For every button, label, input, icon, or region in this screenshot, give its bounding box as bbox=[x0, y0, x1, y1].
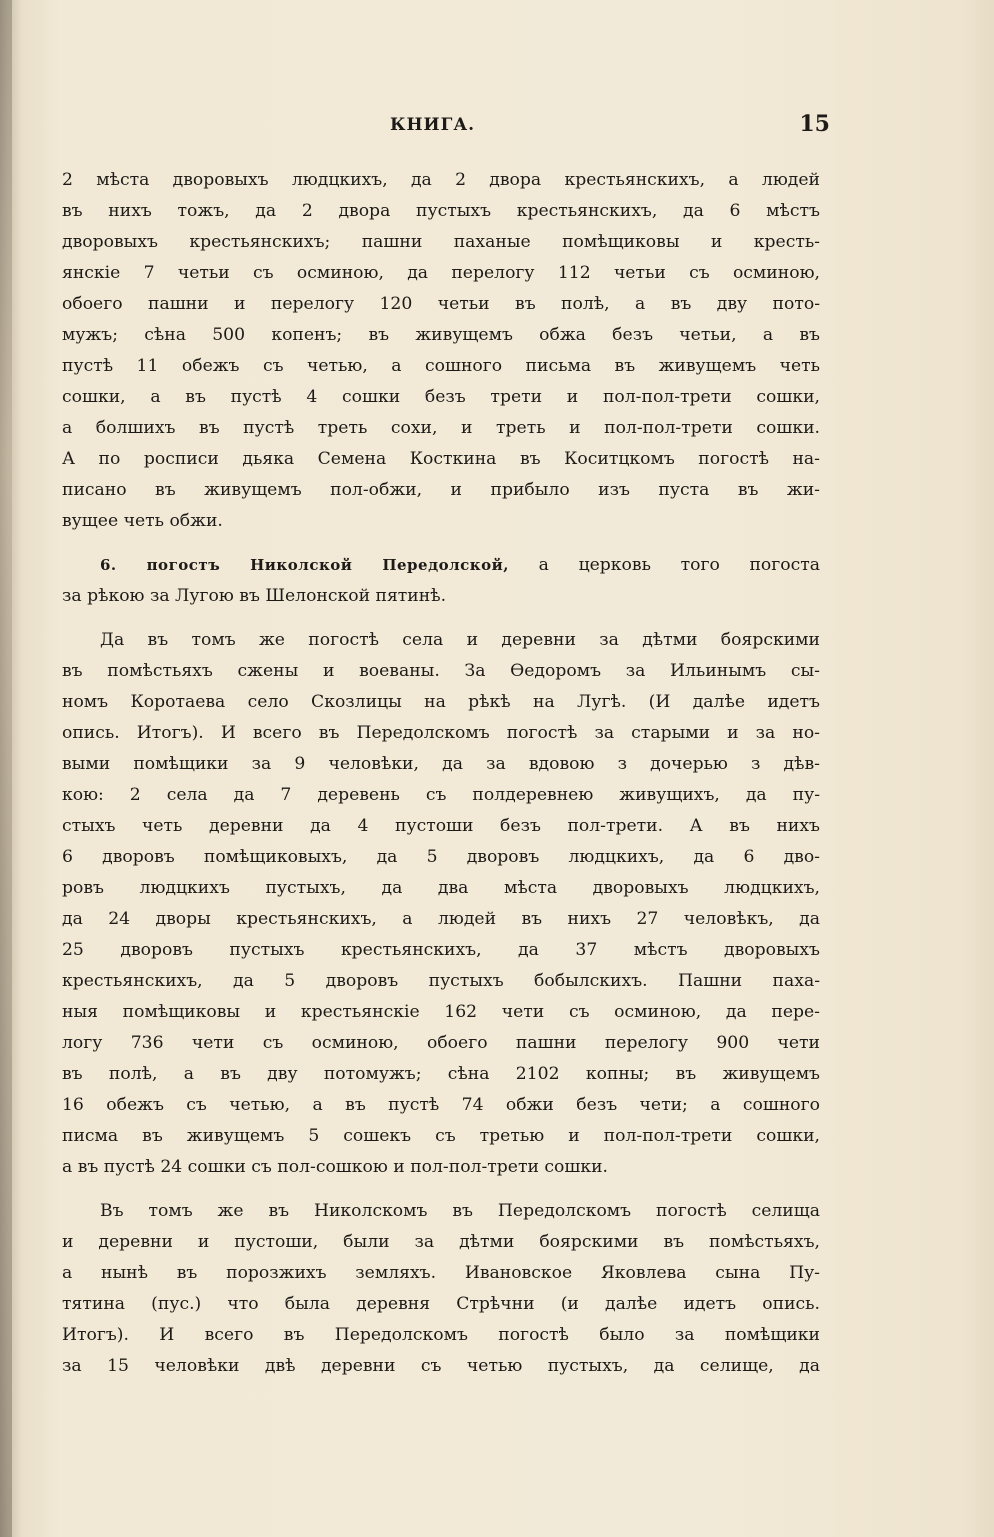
text-line: въ нихъ тожъ, да 2 двора пустыхъ крестьянскихъ, да 6 мѣстъ bbox=[62, 201, 820, 221]
text-line: ровъ людцкихъ пустыхъ, да два мѣста дворовыхъ людцкихъ, bbox=[62, 878, 820, 898]
text-line: янскіе 7 четьи съ осминою, да перелогу 112 четьи съ осминою, bbox=[62, 263, 820, 283]
text-line: кою: 2 села да 7 деревень съ полдеревнею живущихъ, да пу- bbox=[62, 785, 820, 805]
text-line: логу 736 чети съ осминою, обоего пашни перелогу 900 чети bbox=[62, 1033, 820, 1053]
text-line: а въ пустѣ 24 сошки съ пол-сошкою и пол-пол-трети сошки. bbox=[62, 1157, 608, 1177]
text-line: А по росписи дьяка Семена Косткина въ Коситцкомъ погостѣ на- bbox=[62, 449, 820, 469]
text-line: ныя помѣщиковы и крестьянскіе 162 чети съ осминою, да пере- bbox=[62, 1002, 820, 1022]
text-line: вущее четь обжи. bbox=[62, 511, 223, 531]
text-line: дворовыхъ крестьянскихъ; пашни паханые помѣщиковы и кресть- bbox=[62, 232, 820, 252]
text-line: 6 дворовъ помѣщиковыхъ, да 5 дворовъ людцкихъ, да 6 дво- bbox=[62, 847, 820, 867]
paragraph bbox=[62, 625, 820, 1183]
text-line: а болшихъ въ пустѣ треть сохи, и треть и пол-пол-трети сошки. bbox=[62, 418, 820, 438]
text-line: тятина (пус.) что была деревня Стрѣчни (и далѣе идетъ опись. bbox=[62, 1294, 820, 1314]
text-line: за рѣкою за Лугою въ Шелонской пятинѣ. bbox=[62, 586, 447, 606]
text-line: и деревни и пустоши, были за дѣтми боярскими въ помѣстьяхъ, bbox=[62, 1232, 820, 1252]
text-line: номъ Коротаева село Скозлицы на рѣкѣ на Лугѣ. (И далѣе идетъ bbox=[62, 692, 820, 712]
running-title: КНИГА. bbox=[390, 115, 476, 135]
page-header bbox=[90, 111, 830, 145]
text-line: обоего пашни и перелогу 120 четьи въ полѣ, а въ дву пото- bbox=[62, 294, 820, 314]
text-line: сошки, а въ пустѣ 4 сошки безъ трети и пол-пол-трети сошки, bbox=[62, 387, 820, 407]
text-line: въ помѣстьяхъ сжены и воеваны. За Ѳедоромъ за Ильинымъ сы- bbox=[62, 661, 820, 681]
text-line: писма въ живущемъ 5 сошекъ съ третью и пол-пол-трети сошки, bbox=[62, 1126, 820, 1146]
text-line: Въ томъ же въ Николскомъ въ Передолскомъ погостѣ селища bbox=[100, 1201, 820, 1221]
text-line: мужъ; сѣна 500 копенъ; въ живущемъ обжа безъ четьи, а въ bbox=[62, 325, 820, 345]
text-line: стыхъ четь деревни да 4 пустоши безъ пол-трети. А въ нихъ bbox=[62, 816, 820, 836]
text-line: крестьянскихъ, да 5 дворовъ пустыхъ бобылскихъ. Пашни паха- bbox=[62, 971, 820, 991]
section-paragraph bbox=[62, 550, 820, 612]
text-line: пустѣ 11 обежъ съ четью, а сошного письма въ живущемъ четь bbox=[62, 356, 820, 376]
text-line: за 15 человѣки двѣ деревни съ четью пустыхъ, да селище, да bbox=[62, 1356, 820, 1376]
text-line: 2 мѣста дворовыхъ людцкихъ, да 2 двора крестьянскихъ, а людей bbox=[62, 170, 820, 190]
text-line: писано въ живущемъ пол-обжи, и прибыло изъ пуста въ жи- bbox=[62, 480, 820, 500]
text-line: опись. Итогъ). И всего въ Передолскомъ погостѣ за старыми и за но- bbox=[62, 723, 820, 743]
text-line: Да въ томъ же погостѣ села и деревни за дѣтми боярскими bbox=[100, 630, 820, 650]
text-line bbox=[62, 550, 820, 581]
paragraph bbox=[62, 1196, 820, 1382]
text-line: въ полѣ, а въ дву потомужъ; сѣна 2102 копны; въ живущемъ bbox=[62, 1064, 820, 1084]
body-text bbox=[62, 165, 820, 1382]
text-line: 25 дворовъ пустыхъ крестьянскихъ, да 37 мѣстъ дворовыхъ bbox=[62, 940, 820, 960]
text-line: выми помѣщики за 9 человѣки, да за вдовою з дочерью з дѣв- bbox=[62, 754, 820, 774]
text-line: а нынѣ въ порозжихъ земляхъ. Ивановское Яковлева сына Пу- bbox=[62, 1263, 820, 1283]
text-line: Итогъ). И всего въ Передолскомъ погостѣ было за помѣщики bbox=[62, 1325, 820, 1345]
section-heading: 6. погостъ Николской Передолской, bbox=[100, 556, 509, 574]
text-line: да 24 дворы крестьянскихъ, а людей въ нихъ 27 человѣкъ, да bbox=[62, 909, 820, 929]
page-number: 15 bbox=[799, 111, 830, 137]
text-line-rest: а церковь того погоста bbox=[509, 555, 821, 575]
text-line: 16 обежъ съ четью, а въ пустѣ 74 обжи безъ чети; а сошного bbox=[62, 1095, 820, 1115]
paragraph bbox=[62, 165, 820, 537]
